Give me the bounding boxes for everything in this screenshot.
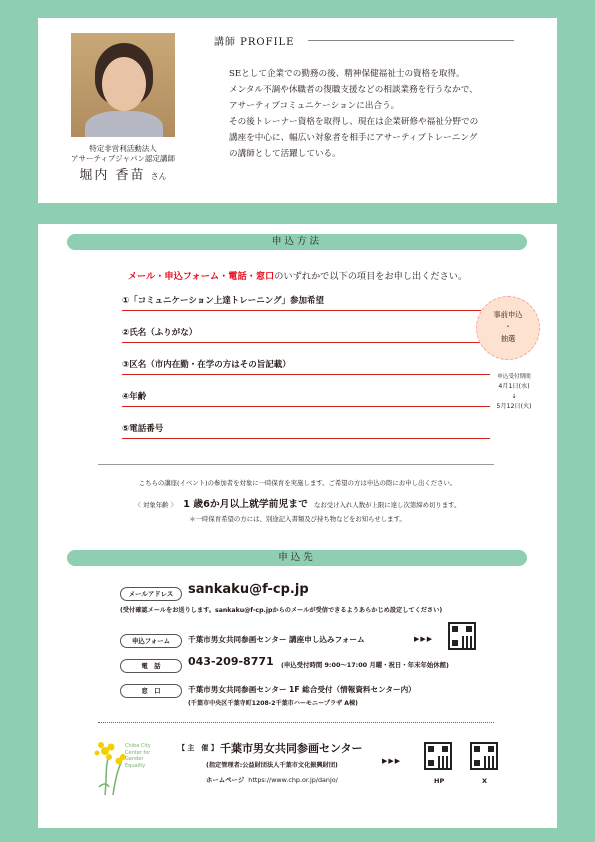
homepage-line [206, 775, 338, 784]
childcare-note: こちらの講座(イベント)の参加者を対象に一時保育を実施します。ご希望の方は申込の際にお申し出ください。 [138, 479, 457, 487]
window-text: 千葉市男女共同参画センター 1F 総合受付（情報資料センター内） [188, 685, 416, 694]
homepage-url[interactable]: https://www.chp.or.jp/danjo/ [248, 776, 338, 784]
bio-line: SEとして企業での勤務の後、精神保健福祉士の資格を取得。 [229, 69, 465, 79]
profile-bio [229, 66, 549, 162]
lottery-stamp [476, 296, 540, 360]
stamp-line: 抽選 [500, 334, 516, 343]
logo-text [125, 743, 151, 769]
x-qr-code[interactable] [470, 742, 498, 770]
childcare-note2: ＊一時保育希望の方には、別途記入書類及び持ち物などをお知らせします。 [189, 515, 406, 523]
bio-line: アサーティブコミュニケーションに出合う。 [229, 101, 400, 111]
organizer-manager: (指定管理者:公益財団法人千葉市文化振興財団) [206, 762, 338, 769]
childcare-target [38, 496, 557, 510]
period-sep: ↓ [511, 393, 517, 400]
logo-line: Chiba City [125, 743, 151, 749]
childcare-divider [98, 464, 494, 465]
apply-channels: メール・申込フォーム・電話・窓口 [127, 271, 275, 282]
instructor-photo [71, 33, 175, 137]
apply-method-heading: 申込方法 [67, 234, 527, 250]
target-label: 〈 対象年齢 〉 [134, 501, 177, 509]
organizer-label: 【 主 催 】 [178, 744, 218, 752]
organizer-divider [98, 722, 494, 723]
apply-panel [38, 224, 557, 828]
profile-heading-rule [308, 40, 514, 41]
profile-heading: 講師 PROFILE [214, 37, 295, 48]
apply-item-1: ①「コミュニケーション上達トレーニング」参加希望 [122, 292, 490, 311]
period-label: 申込受付期間 [497, 374, 531, 380]
phone-number[interactable]: 043-209-8771 [188, 655, 274, 668]
instructor-honorific: さん [150, 172, 167, 181]
homepage-label: ホームページ [206, 776, 245, 784]
qr-caption-hp: HP [434, 777, 445, 785]
bio-line: 講座を中心に、幅広い対象者を相手にアサーティブトレーニング [229, 133, 478, 143]
bio-line: の講師として活躍している。 [229, 149, 341, 159]
instructor-title: アサーティブジャパン認定講師 [71, 154, 175, 163]
form-text[interactable]: 千葉市男女共同参画センター 講座申し込みフォーム [188, 635, 365, 644]
apply-item-4: ④年齢 [122, 388, 490, 407]
email-address[interactable]: sankaku@f-cp.jp [188, 582, 309, 597]
target-suffix: なお受け入れ人数が上限に達し次第締め切ります。 [313, 501, 461, 509]
apply-lead [38, 268, 557, 282]
period-start: 4月1日(水) [498, 383, 530, 390]
form-label: 申込フォーム [120, 634, 182, 648]
homepage-qr-code[interactable] [424, 742, 452, 770]
instructor-name-line [38, 164, 208, 183]
apply-item-5: ⑤電話番号 [122, 420, 490, 439]
organizer-name: 千葉市男女共同参画センター [220, 742, 363, 755]
qr-caption-x: X [482, 777, 488, 785]
application-period [484, 372, 544, 412]
logo-line: Center for [125, 749, 151, 756]
email-label: メールアドレス [120, 587, 182, 601]
apply-lead-rest: のいずれかで以下の項目をお申し出ください。 [274, 271, 468, 282]
apply-item-2: ②氏名（ふりがな） [122, 324, 490, 343]
window-address: (千葉市中央区千葉寺町1208-2千葉市ハーモニープラザ A棟) [188, 700, 358, 707]
stamp-line: ・ [504, 322, 512, 331]
stamp-line: 事前申込 [493, 310, 523, 319]
bio-line: メンタル不調や休職者の復職支援などの相談業務を行うなかで、 [229, 85, 478, 95]
organizer-arrows: ▶▶▶ [382, 757, 402, 765]
instructor-name: 堀内 香苗 [79, 168, 146, 183]
instructor-org: 特定非営利活動法人 [89, 144, 157, 153]
email-note: (受付確認メールをお送りします。sankaku@f-cp.jpからのメールが受信できるようあらかじめ設定してください) [120, 607, 443, 614]
phone-note: (申込受付時間 9:00～17:00 月曜・祝日・年末年始休館) [281, 661, 449, 669]
form-qr-code[interactable] [448, 622, 476, 650]
window-label: 窓 口 [120, 684, 182, 698]
target-value: 1 歳6か月以上就学前児まで [183, 499, 308, 510]
form-arrows: ▶▶▶ [414, 635, 434, 643]
period-end: 5月12日(火) [496, 403, 532, 410]
phone-label: 電 話 [120, 659, 182, 673]
contact-heading: 申込先 [67, 550, 527, 566]
center-logo [91, 737, 163, 797]
logo-line: Equality [125, 762, 146, 769]
apply-item-3: ③区名（市内在勤・在学の方はその旨記載） [122, 356, 490, 375]
bio-line: その後トレーナー資格を取得し、現在は企業研修や福祉分野での [229, 117, 479, 127]
profile-panel [38, 18, 557, 203]
logo-line: Gender [125, 756, 144, 762]
